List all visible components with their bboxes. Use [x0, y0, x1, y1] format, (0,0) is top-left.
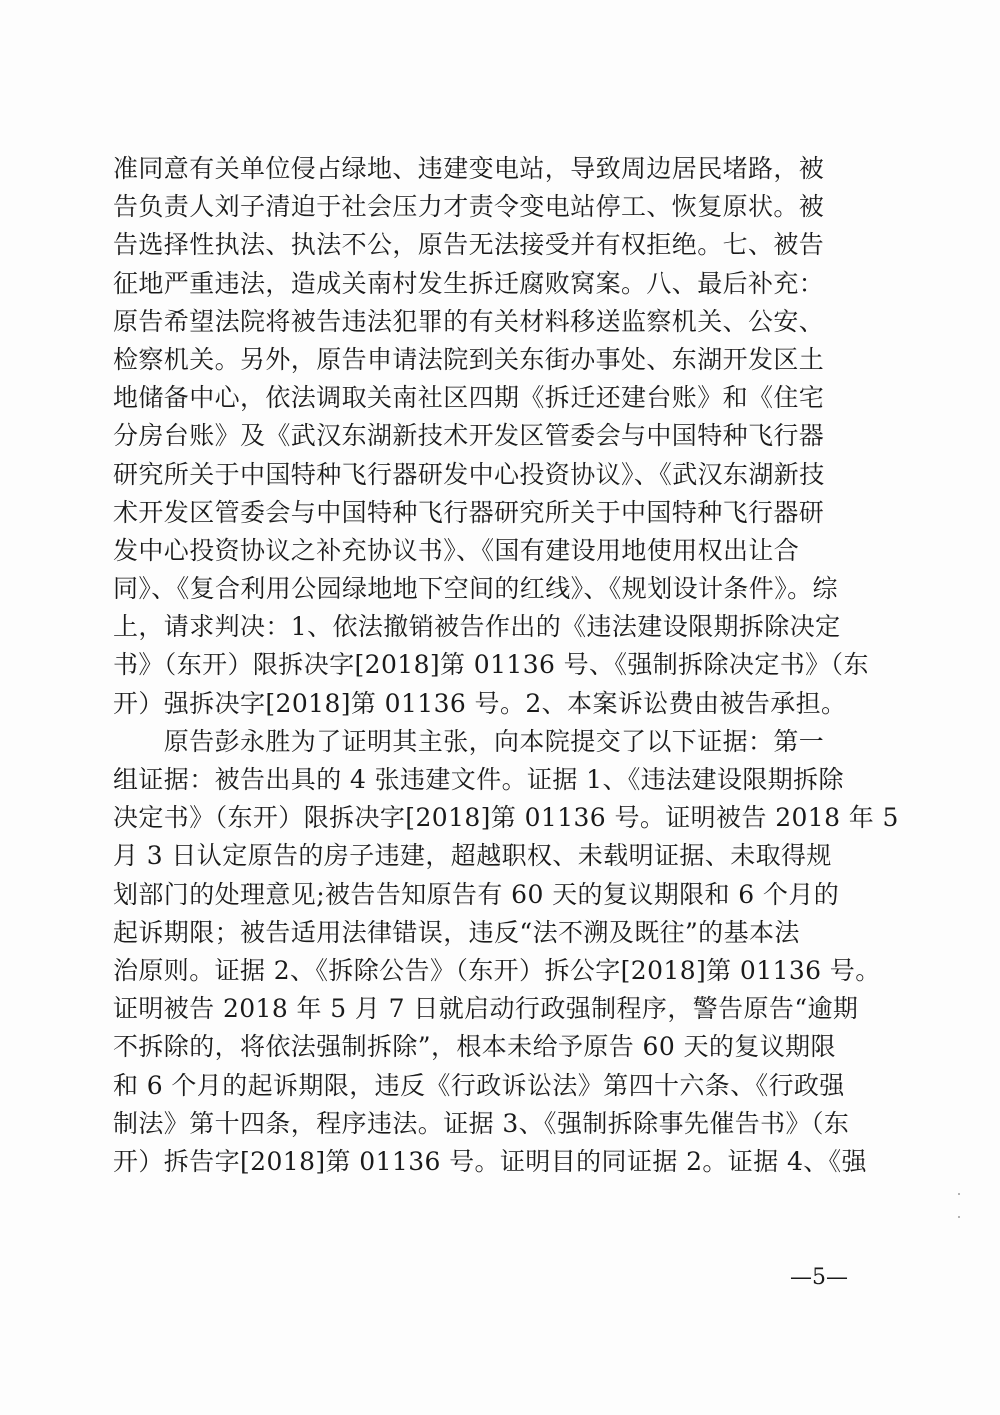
text-line: 准同意有关单位侵占绿地、违建变电站，导致周边居民堵路，被 [113, 154, 825, 183]
text-line: 决定书》（东开）限拆决字[2018]第 01136 号。证明被告 2018 年 5 [113, 803, 899, 833]
text-line: 制法》第十四条，程序违法。证据 3、《强制拆除事先催告书》（东 [113, 1108, 850, 1138]
text-line: 原告希望法院将被告违法犯罪的有关材料移送监察机关、公安、 [113, 306, 825, 336]
text-line: 上，请求判决：1、依法撤销被告作出的《违法建设限期拆除决定 [113, 612, 841, 642]
text-line: 和 6 个月的起诉期限，违反《行政诉讼法》第四十六条、《行政强 [113, 1070, 845, 1100]
text-line: 划部门的处理意见;被告告知原告有 60 天的复议期限和 6 个月的 [113, 879, 840, 909]
text-line: 起诉期限；被告适用法律错误，违反“法不溯及既往”的基本法 [113, 917, 800, 947]
text-line: 书》（东开）限拆决字[2018]第 01136 号、《强制拆除决定书》（东 [113, 650, 869, 680]
text-line: 月 3 日认定原告的房子违建，超越职权、未载明证据、未取得规 [113, 841, 832, 871]
scan-speck [958, 1216, 960, 1218]
text-line: 证明被告 2018 年 5 月 7 日就启动行政强制程序，警告原告“逾期 [113, 994, 859, 1024]
text-line: 开）拆告字[2018]第 01136 号。证明目的同证据 2。证据 4、《强 [113, 1146, 867, 1176]
text-line: 研究所关于中国特种飞行器研发中心投资协议》、《武汉东湖新技 [113, 459, 825, 489]
text-line: 原告彭永胜为了证明其主张，向本院提交了以下证据：第一 [113, 726, 825, 756]
text-line: 同》、《复合利用公园绿地地下空间的红线》、《规划设计条件》。综 [113, 574, 838, 604]
page-number: —5— [790, 1265, 848, 1290]
document-body [113, 150, 899, 1181]
text-line: 征地严重违法，造成关南村发生拆迁腐败窝案。八、最后补充： [113, 268, 825, 298]
text-line: 地储备中心，依法调取关南社区四期《拆迁还建台账》和《住宅 [113, 383, 825, 413]
text-line: 告选择性执法、执法不公，原告无法接受并有权拒绝。七、被告 [113, 230, 825, 260]
text-line: 术开发区管委会与中国特种飞行器研究所关于中国特种飞行器研 [113, 497, 825, 527]
text-line: 开）强拆决字[2018]第 01136 号。2、本案诉讼费由被告承担。 [113, 688, 847, 718]
text-line: 告负责人刘子清迫于社会压力才责令变电站停工、恢复原状。被 [113, 192, 825, 222]
text-line: 发中心投资协议之补充协议书》、《国有建设用地使用权出让合 [113, 535, 800, 565]
text-line: 分房台账》及《武汉东湖新技术开发区管委会与中国特种飞行器 [113, 421, 825, 451]
text-line: 检察机关。另外，原告申请法院到关东街办事处、东湖开发区土 [113, 344, 825, 374]
scan-speck [958, 1193, 960, 1195]
text-line: 组证据：被告出具的 4 张违建文件。证据 1、《违法建设限期拆除 [113, 765, 844, 794]
text-line: 不拆除的，将依法强制拆除”，根本未给予原告 60 天的复议期限 [113, 1032, 836, 1062]
text-line: 治原则。证据 2、《拆除公告》（东开）拆公字[2018]第 01136 号。 [113, 955, 881, 985]
